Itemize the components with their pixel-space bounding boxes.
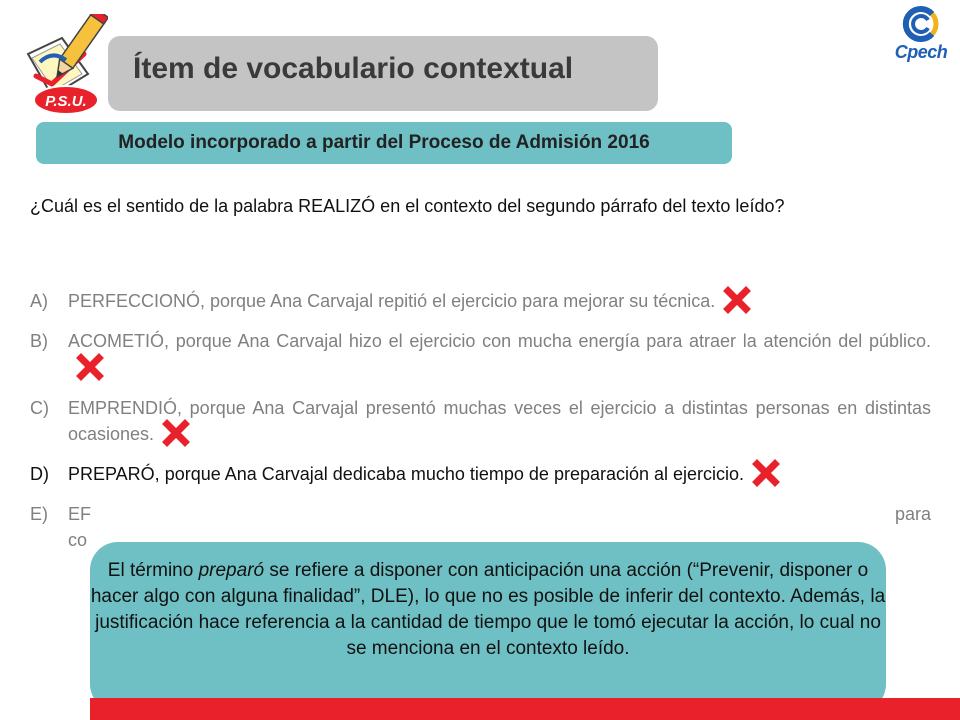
option-e-line1-end: para: [894, 504, 931, 524]
bottom-accent-bar: [90, 698, 960, 720]
cpech-logo-icon: [890, 4, 952, 44]
psu-logo: [22, 14, 108, 122]
option-text: EF: [68, 504, 92, 524]
feedback-text-before: El término: [107, 560, 199, 581]
option-text: EMPRENDIÓ, porque Ana Carvajal presentó muchas veces el ejercicio a distintas personas en distintas ocasiones.: [68, 397, 931, 444]
page-subtitle: Modelo incorporado a partir del Proceso de Admisión 2016: [118, 132, 650, 153]
option-e-line2-start: co: [68, 530, 88, 550]
subtitle-bar: [36, 122, 732, 164]
feedback-callout: [90, 542, 886, 712]
feedback-text-after: se refiere a disponer con anticipación una acción (“Prevenir, disponer o hacer algo con alguna finalidad”, DLE), lo que no es posible de inferir del contexto. Además, la justificación hace referencia a la cantidad de tiempo que le tomó ejecutar la acción, lo cual no se menciona en el contexto leído.: [90, 560, 886, 659]
x-mark-icon: [752, 459, 780, 487]
option-text: PERFECCIONÓ, porque Ana Carvajal repitió el ejercicio para mejorar su técnica.: [68, 291, 716, 311]
option-letter: D): [30, 463, 49, 484]
cpech-logo-text: Cpech: [894, 42, 948, 62]
feedback-italic-term: preparó: [198, 560, 265, 581]
page-title: Ítem de vocabulario contextual: [133, 52, 574, 85]
x-mark-icon: [723, 286, 751, 314]
answer-options: [30, 288, 931, 565]
option-a: [30, 288, 931, 316]
option-text: PREPARÓ, porque Ana Carvajal dedicaba mucho tiempo de preparación al ejercicio.: [68, 463, 745, 484]
cpech-logo: [890, 4, 952, 70]
option-letter: B): [30, 331, 48, 352]
question-text: ¿Cuál es el sentido de la palabra REALIZÓ en el contexto del segundo párrafo del texto leído?: [30, 196, 785, 216]
psu-badge-text: P.S.U.: [45, 93, 87, 110]
option-b: [30, 328, 931, 382]
option-letter: A): [30, 291, 48, 311]
x-mark-icon: [76, 353, 104, 381]
option-letter: C): [30, 397, 49, 418]
feedback-text: [90, 558, 886, 662]
option-d: [30, 461, 931, 489]
pencil-icon: [22, 14, 108, 122]
option-letter: E): [30, 504, 48, 524]
option-c: [30, 395, 931, 449]
option-text: ACOMETIÓ, porque Ana Carvajal hizo el ejercicio con mucha energía para atraer la atención del público.: [68, 331, 931, 352]
title-bar: [108, 36, 658, 111]
x-mark-icon: [162, 419, 190, 447]
